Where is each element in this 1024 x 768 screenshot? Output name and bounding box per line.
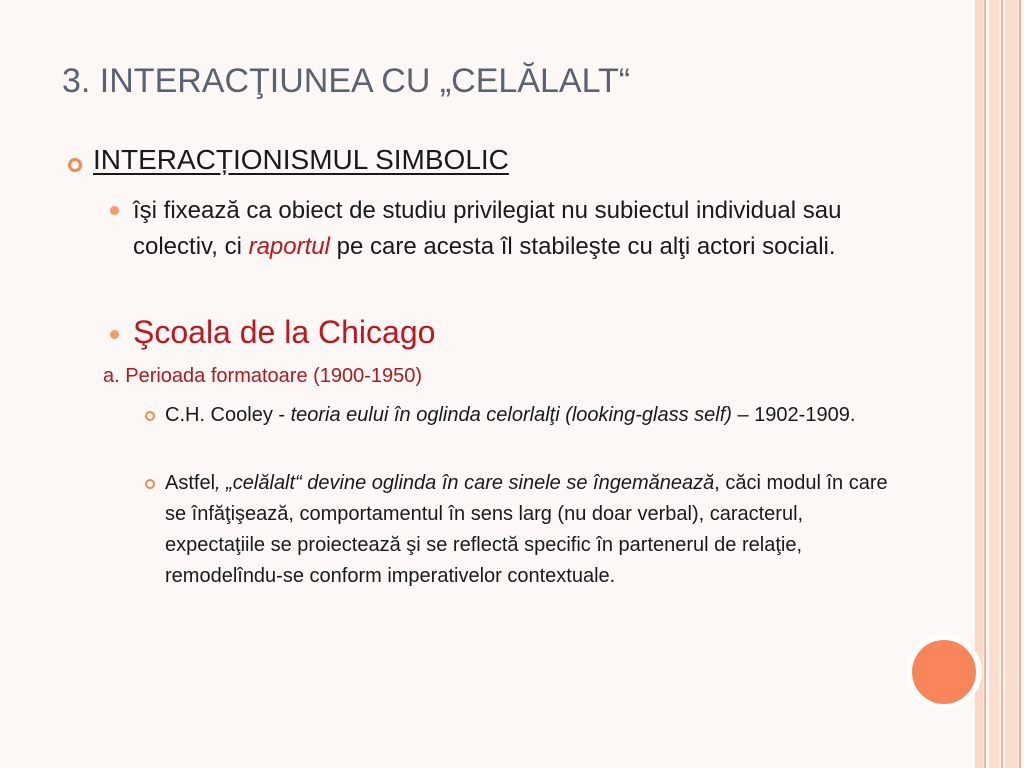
paragraph-text: , căci modul în care se înfăţişează, comportamentul în sens larg (nu doar verbal), caracterul, expectaţiile se proiectează şi se reflectă specific în partenerul de relaţie, remodelîndu-se conform imperativelor contextuale.: [165, 472, 888, 587]
slide-title: 3. INTERACŢIUNEA CU „CELĂLALT“: [62, 62, 631, 100]
decorative-stripe: [975, 0, 983, 768]
paragraph-text: îşi fixează ca obiect de studiu privilegiat nu subiectul individual sau colectiv, ci: [133, 197, 842, 260]
paragraph-text: C.H. Cooley -: [165, 404, 291, 426]
ring-bullet-icon: [68, 158, 82, 172]
ring-bullet-icon: [145, 411, 155, 421]
paragraph-text: Astfel: [165, 472, 216, 494]
decorative-stripe: [1001, 0, 1003, 768]
highlight-raportul: raportul: [248, 233, 330, 260]
decorative-stripe: [1019, 0, 1021, 768]
italic-text: , „celălalt“ devine oglinda în care sinele se îngemănează: [215, 472, 715, 494]
period-subheading: a. Perioada formatoare (1900-1950): [103, 365, 423, 387]
decorative-stripe: [984, 0, 986, 768]
decorative-stripe: [989, 0, 999, 768]
paragraph-text: – 1902-1909.: [731, 404, 856, 426]
paragraph-object: [133, 193, 893, 265]
ring-bullet-icon: [145, 479, 155, 489]
chicago-heading: Şcoala de la Chicago: [133, 314, 436, 350]
decorative-circle: [912, 640, 976, 704]
paragraph-cooley: [165, 400, 905, 431]
decorative-stripe: [1005, 0, 1018, 768]
dot-bullet-icon: [110, 330, 119, 339]
paragraph-text: pe care acesta îl stabileşte cu alţi actori sociali.: [329, 233, 836, 260]
paragraph-astfel: [165, 468, 905, 592]
dot-bullet-icon: [110, 206, 119, 215]
section-heading: INTERACȚIONISMUL SIMBOLIC: [93, 144, 509, 175]
italic-text: teoria eului în oglinda celorlalţi (looking-glass self): [290, 404, 732, 426]
